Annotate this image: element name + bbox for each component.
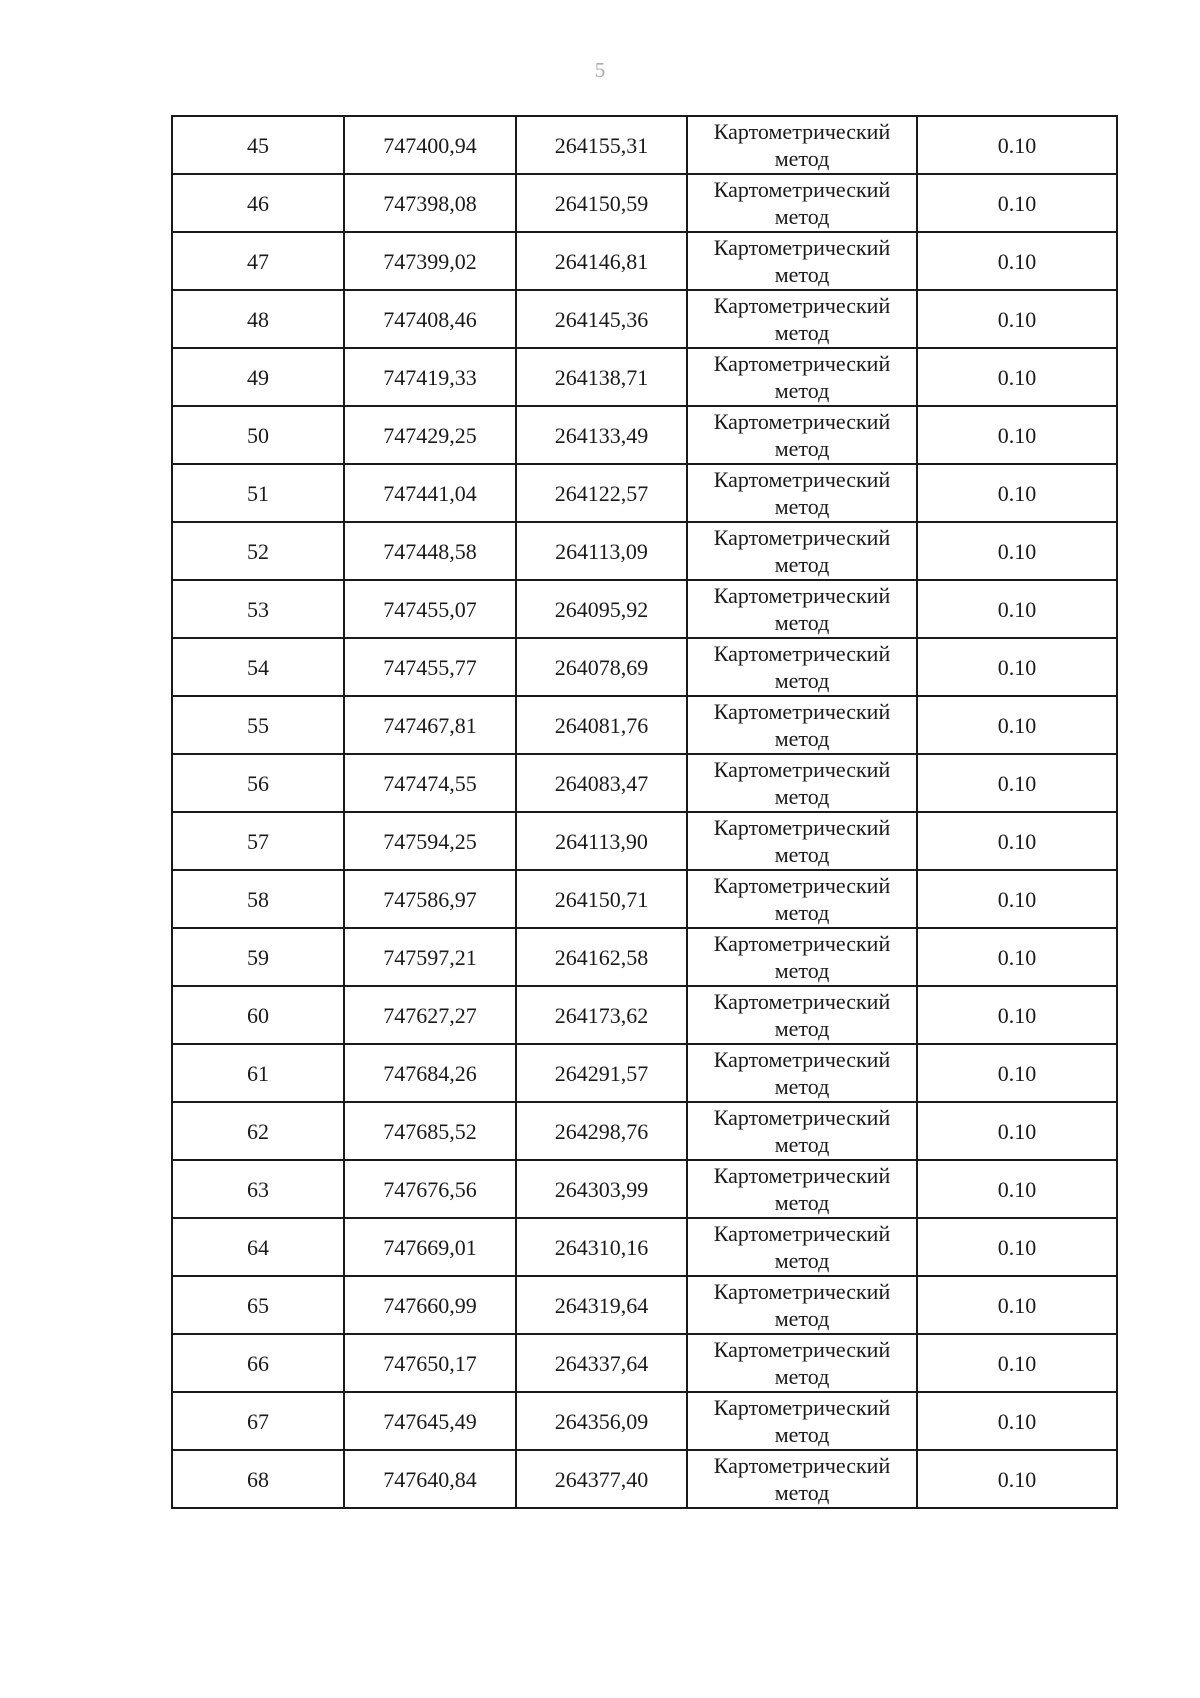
point-number-cell: 50 bbox=[172, 406, 344, 464]
method-cell bbox=[687, 580, 917, 638]
method-line-1: Картометрический bbox=[713, 409, 891, 434]
method-cell bbox=[687, 1102, 917, 1160]
point-number-cell: 48 bbox=[172, 290, 344, 348]
accuracy-cell: 0.10 bbox=[917, 638, 1117, 696]
method-cell bbox=[687, 1450, 917, 1508]
table-row bbox=[172, 986, 1117, 1044]
accuracy-cell: 0.10 bbox=[917, 986, 1117, 1044]
method-cell bbox=[687, 1276, 917, 1334]
method-cell bbox=[687, 232, 917, 290]
y-coordinate-cell: 264083,47 bbox=[516, 754, 687, 812]
point-number-cell: 45 bbox=[172, 116, 344, 174]
method-cell bbox=[687, 928, 917, 986]
accuracy-cell: 0.10 bbox=[917, 928, 1117, 986]
method-line-2: метод bbox=[774, 552, 830, 577]
method-line-1: Картометрический bbox=[713, 873, 891, 898]
x-coordinate-cell: 747455,77 bbox=[344, 638, 516, 696]
table-row bbox=[172, 232, 1117, 290]
point-number-cell: 64 bbox=[172, 1218, 344, 1276]
method-line-2: метод bbox=[774, 146, 830, 171]
x-coordinate-cell: 747660,99 bbox=[344, 1276, 516, 1334]
point-number-cell: 61 bbox=[172, 1044, 344, 1102]
y-coordinate-cell: 264319,64 bbox=[516, 1276, 687, 1334]
method-line-2: метод bbox=[774, 204, 830, 229]
x-coordinate-cell: 747474,55 bbox=[344, 754, 516, 812]
method-cell bbox=[687, 1218, 917, 1276]
method-line-1: Картометрический bbox=[713, 1453, 891, 1478]
accuracy-cell: 0.10 bbox=[917, 1160, 1117, 1218]
method-cell bbox=[687, 1044, 917, 1102]
coordinates-table-body bbox=[172, 116, 1117, 1508]
point-number-cell: 51 bbox=[172, 464, 344, 522]
method-line-2: метод bbox=[774, 262, 830, 287]
method-line-2: метод bbox=[774, 726, 830, 751]
y-coordinate-cell: 264081,76 bbox=[516, 696, 687, 754]
method-line-1: Картометрический bbox=[713, 1395, 891, 1420]
accuracy-cell: 0.10 bbox=[917, 522, 1117, 580]
method-line-1: Картометрический bbox=[713, 815, 891, 840]
y-coordinate-cell: 264150,71 bbox=[516, 870, 687, 928]
method-cell bbox=[687, 1392, 917, 1450]
x-coordinate-cell: 747586,97 bbox=[344, 870, 516, 928]
table-row bbox=[172, 870, 1117, 928]
y-coordinate-cell: 264298,76 bbox=[516, 1102, 687, 1160]
method-cell bbox=[687, 1334, 917, 1392]
point-number-cell: 52 bbox=[172, 522, 344, 580]
method-cell bbox=[687, 116, 917, 174]
method-line-1: Картометрический bbox=[713, 177, 891, 202]
method-cell bbox=[687, 870, 917, 928]
method-line-1: Картометрический bbox=[713, 583, 891, 608]
method-line-2: метод bbox=[774, 1480, 830, 1505]
point-number-cell: 63 bbox=[172, 1160, 344, 1218]
method-line-1: Картометрический bbox=[713, 235, 891, 260]
method-cell bbox=[687, 522, 917, 580]
point-number-cell: 46 bbox=[172, 174, 344, 232]
method-line-2: метод bbox=[774, 1016, 830, 1041]
method-line-2: метод bbox=[774, 958, 830, 983]
y-coordinate-cell: 264078,69 bbox=[516, 638, 687, 696]
y-coordinate-cell: 264095,92 bbox=[516, 580, 687, 638]
x-coordinate-cell: 747640,84 bbox=[344, 1450, 516, 1508]
table-row bbox=[172, 754, 1117, 812]
method-line-2: метод bbox=[774, 842, 830, 867]
method-cell bbox=[687, 174, 917, 232]
coordinates-table bbox=[171, 115, 1118, 1509]
method-cell bbox=[687, 290, 917, 348]
x-coordinate-cell: 747645,49 bbox=[344, 1392, 516, 1450]
method-cell bbox=[687, 464, 917, 522]
x-coordinate-cell: 747399,02 bbox=[344, 232, 516, 290]
method-line-2: метод bbox=[774, 610, 830, 635]
accuracy-cell: 0.10 bbox=[917, 348, 1117, 406]
point-number-cell: 47 bbox=[172, 232, 344, 290]
y-coordinate-cell: 264173,62 bbox=[516, 986, 687, 1044]
x-coordinate-cell: 747429,25 bbox=[344, 406, 516, 464]
accuracy-cell: 0.10 bbox=[917, 232, 1117, 290]
accuracy-cell: 0.10 bbox=[917, 1392, 1117, 1450]
y-coordinate-cell: 264113,90 bbox=[516, 812, 687, 870]
x-coordinate-cell: 747419,33 bbox=[344, 348, 516, 406]
y-coordinate-cell: 264155,31 bbox=[516, 116, 687, 174]
y-coordinate-cell: 264150,59 bbox=[516, 174, 687, 232]
x-coordinate-cell: 747684,26 bbox=[344, 1044, 516, 1102]
accuracy-cell: 0.10 bbox=[917, 464, 1117, 522]
y-coordinate-cell: 264377,40 bbox=[516, 1450, 687, 1508]
point-number-cell: 57 bbox=[172, 812, 344, 870]
table-row bbox=[172, 1450, 1117, 1508]
point-number-cell: 62 bbox=[172, 1102, 344, 1160]
y-coordinate-cell: 264146,81 bbox=[516, 232, 687, 290]
table-row bbox=[172, 290, 1117, 348]
method-cell bbox=[687, 348, 917, 406]
point-number-cell: 54 bbox=[172, 638, 344, 696]
method-line-2: метод bbox=[774, 900, 830, 925]
accuracy-cell: 0.10 bbox=[917, 406, 1117, 464]
table-row bbox=[172, 464, 1117, 522]
method-line-2: метод bbox=[774, 378, 830, 403]
method-line-1: Картометрический bbox=[713, 699, 891, 724]
point-number-cell: 55 bbox=[172, 696, 344, 754]
accuracy-cell: 0.10 bbox=[917, 1334, 1117, 1392]
method-line-2: метод bbox=[774, 436, 830, 461]
method-line-1: Картометрический bbox=[713, 1047, 891, 1072]
point-number-cell: 53 bbox=[172, 580, 344, 638]
accuracy-cell: 0.10 bbox=[917, 1276, 1117, 1334]
y-coordinate-cell: 264122,57 bbox=[516, 464, 687, 522]
point-number-cell: 66 bbox=[172, 1334, 344, 1392]
method-line-2: метод bbox=[774, 320, 830, 345]
x-coordinate-cell: 747408,46 bbox=[344, 290, 516, 348]
x-coordinate-cell: 747455,07 bbox=[344, 580, 516, 638]
table-row bbox=[172, 1276, 1117, 1334]
x-coordinate-cell: 747669,01 bbox=[344, 1218, 516, 1276]
method-line-2: метод bbox=[774, 1248, 830, 1273]
method-line-1: Картометрический bbox=[713, 1337, 891, 1362]
point-number-cell: 56 bbox=[172, 754, 344, 812]
table-row bbox=[172, 696, 1117, 754]
method-line-1: Картометрический bbox=[713, 1279, 891, 1304]
table-row bbox=[172, 174, 1117, 232]
method-cell bbox=[687, 406, 917, 464]
method-line-2: метод bbox=[774, 668, 830, 693]
x-coordinate-cell: 747398,08 bbox=[344, 174, 516, 232]
y-coordinate-cell: 264310,16 bbox=[516, 1218, 687, 1276]
point-number-cell: 67 bbox=[172, 1392, 344, 1450]
method-line-2: метод bbox=[774, 1364, 830, 1389]
method-line-1: Картометрический bbox=[713, 1221, 891, 1246]
method-line-1: Картометрический bbox=[713, 989, 891, 1014]
y-coordinate-cell: 264113,09 bbox=[516, 522, 687, 580]
table-row bbox=[172, 1392, 1117, 1450]
method-line-1: Картометрический bbox=[713, 119, 891, 144]
table-row bbox=[172, 522, 1117, 580]
accuracy-cell: 0.10 bbox=[917, 812, 1117, 870]
method-line-1: Картометрический bbox=[713, 351, 891, 376]
point-number-cell: 58 bbox=[172, 870, 344, 928]
y-coordinate-cell: 264138,71 bbox=[516, 348, 687, 406]
table-row bbox=[172, 1160, 1117, 1218]
table-row bbox=[172, 928, 1117, 986]
x-coordinate-cell: 747441,04 bbox=[344, 464, 516, 522]
y-coordinate-cell: 264303,99 bbox=[516, 1160, 687, 1218]
method-line-1: Картометрический bbox=[713, 1163, 891, 1188]
method-line-1: Картометрический bbox=[713, 525, 891, 550]
point-number-cell: 65 bbox=[172, 1276, 344, 1334]
method-cell bbox=[687, 638, 917, 696]
method-line-2: метод bbox=[774, 1306, 830, 1331]
y-coordinate-cell: 264145,36 bbox=[516, 290, 687, 348]
table-row bbox=[172, 580, 1117, 638]
table-row bbox=[172, 116, 1117, 174]
method-cell bbox=[687, 754, 917, 812]
method-line-1: Картометрический bbox=[713, 467, 891, 492]
accuracy-cell: 0.10 bbox=[917, 754, 1117, 812]
method-line-1: Картометрический bbox=[713, 1105, 891, 1130]
accuracy-cell: 0.10 bbox=[917, 116, 1117, 174]
table-row bbox=[172, 1334, 1117, 1392]
point-number-cell: 60 bbox=[172, 986, 344, 1044]
x-coordinate-cell: 747400,94 bbox=[344, 116, 516, 174]
table-row bbox=[172, 1102, 1117, 1160]
method-line-2: метод bbox=[774, 1190, 830, 1215]
y-coordinate-cell: 264337,64 bbox=[516, 1334, 687, 1392]
method-cell bbox=[687, 696, 917, 754]
x-coordinate-cell: 747597,21 bbox=[344, 928, 516, 986]
x-coordinate-cell: 747627,27 bbox=[344, 986, 516, 1044]
y-coordinate-cell: 264133,49 bbox=[516, 406, 687, 464]
x-coordinate-cell: 747467,81 bbox=[344, 696, 516, 754]
method-line-1: Картометрический bbox=[713, 641, 891, 666]
point-number-cell: 49 bbox=[172, 348, 344, 406]
y-coordinate-cell: 264356,09 bbox=[516, 1392, 687, 1450]
method-line-2: метод bbox=[774, 1074, 830, 1099]
method-line-2: метод bbox=[774, 1422, 830, 1447]
table-row bbox=[172, 406, 1117, 464]
table-row bbox=[172, 348, 1117, 406]
y-coordinate-cell: 264291,57 bbox=[516, 1044, 687, 1102]
x-coordinate-cell: 747594,25 bbox=[344, 812, 516, 870]
method-line-2: метод bbox=[774, 784, 830, 809]
x-coordinate-cell: 747650,17 bbox=[344, 1334, 516, 1392]
table-row bbox=[172, 1044, 1117, 1102]
method-line-1: Картометрический bbox=[713, 757, 891, 782]
page-number: 5 bbox=[594, 58, 606, 82]
method-cell bbox=[687, 986, 917, 1044]
accuracy-cell: 0.10 bbox=[917, 696, 1117, 754]
accuracy-cell: 0.10 bbox=[917, 290, 1117, 348]
table-row bbox=[172, 812, 1117, 870]
x-coordinate-cell: 747685,52 bbox=[344, 1102, 516, 1160]
point-number-cell: 59 bbox=[172, 928, 344, 986]
accuracy-cell: 0.10 bbox=[917, 1102, 1117, 1160]
point-number-cell: 68 bbox=[172, 1450, 344, 1508]
method-cell bbox=[687, 1160, 917, 1218]
method-line-1: Картометрический bbox=[713, 931, 891, 956]
method-line-1: Картометрический bbox=[713, 293, 891, 318]
x-coordinate-cell: 747676,56 bbox=[344, 1160, 516, 1218]
x-coordinate-cell: 747448,58 bbox=[344, 522, 516, 580]
accuracy-cell: 0.10 bbox=[917, 1044, 1117, 1102]
accuracy-cell: 0.10 bbox=[917, 174, 1117, 232]
y-coordinate-cell: 264162,58 bbox=[516, 928, 687, 986]
method-line-2: метод bbox=[774, 1132, 830, 1157]
table-row bbox=[172, 1218, 1117, 1276]
method-cell bbox=[687, 812, 917, 870]
method-line-2: метод bbox=[774, 494, 830, 519]
table-row bbox=[172, 638, 1117, 696]
accuracy-cell: 0.10 bbox=[917, 580, 1117, 638]
accuracy-cell: 0.10 bbox=[917, 1450, 1117, 1508]
accuracy-cell: 0.10 bbox=[917, 1218, 1117, 1276]
accuracy-cell: 0.10 bbox=[917, 870, 1117, 928]
